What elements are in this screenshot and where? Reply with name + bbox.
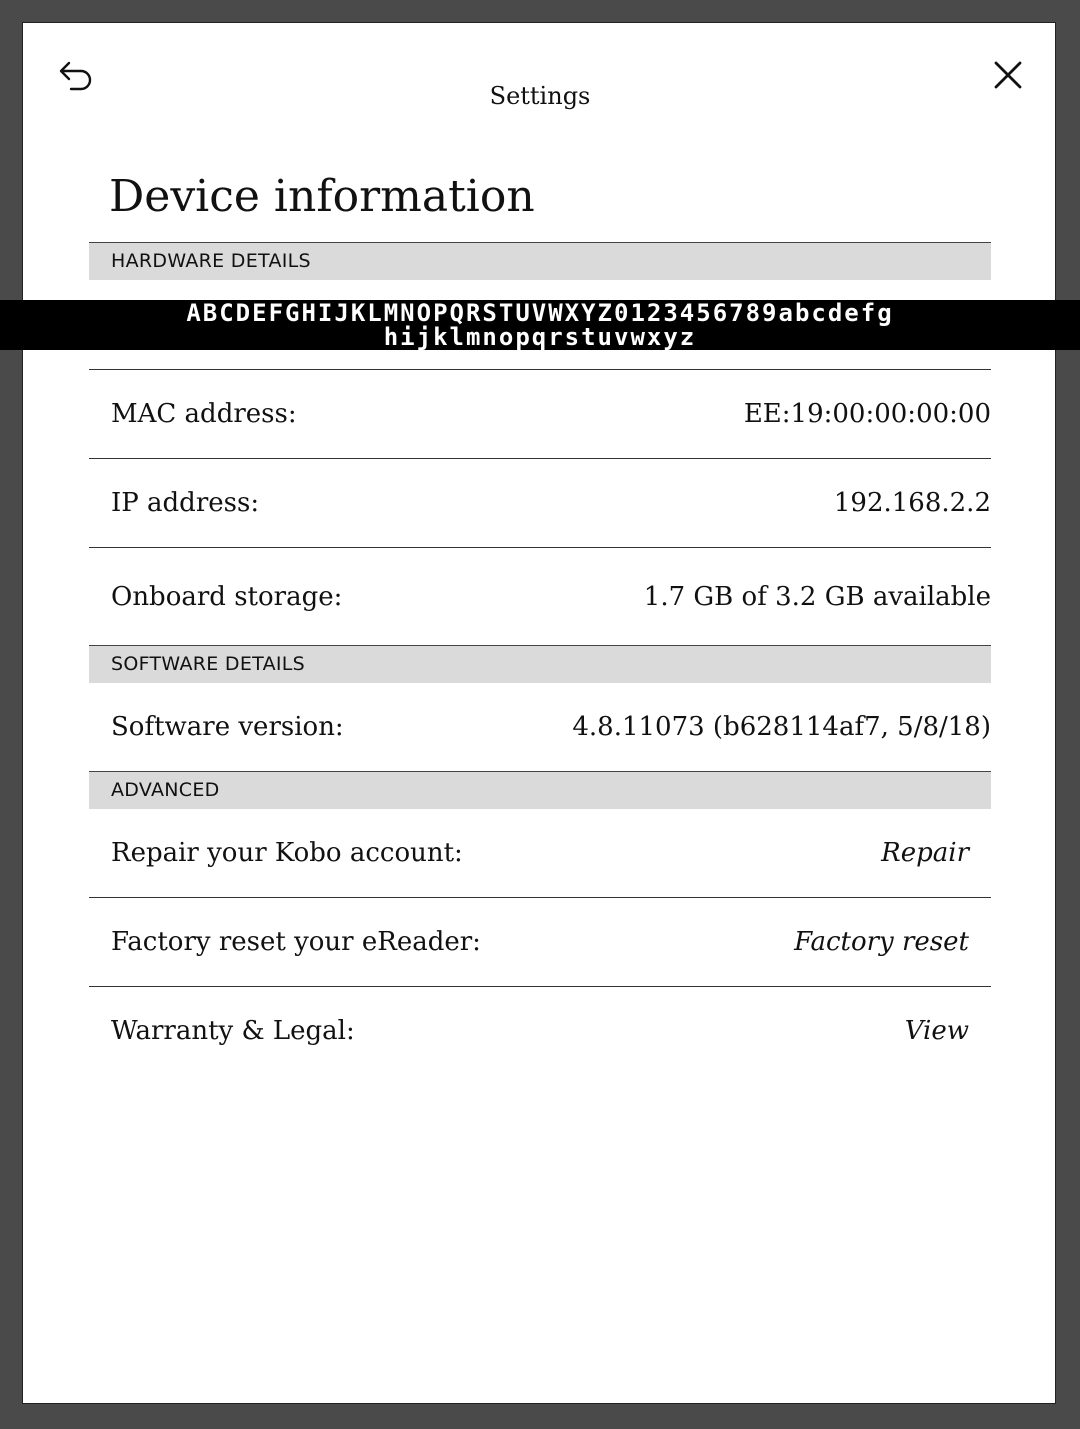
row-warranty-legal bbox=[89, 987, 991, 1075]
software-version-label: Software version: bbox=[111, 712, 344, 742]
view-link[interactable]: View bbox=[904, 1016, 969, 1046]
row-mac-address bbox=[89, 370, 991, 458]
warranty-legal-label: Warranty & Legal: bbox=[111, 1016, 355, 1046]
factory-reset-label: Factory reset your eReader: bbox=[111, 927, 481, 957]
onboard-storage-value: 1.7 GB of 3.2 GB available bbox=[643, 581, 991, 612]
glyph-strip-line-2: hijklmnopqrstuvwxyz bbox=[383, 323, 697, 350]
ip-address-label: IP address: bbox=[111, 488, 260, 518]
debug-glyph-strip bbox=[0, 300, 1080, 350]
onboard-storage-label: Onboard storage: bbox=[111, 581, 343, 612]
settings-dialog bbox=[22, 22, 1056, 1404]
section-header-software: SOFTWARE DETAILS bbox=[89, 645, 991, 683]
dialog-title: Settings bbox=[489, 82, 591, 110]
software-version-value: 4.8.11073 (b628114af7, 5/8/18) bbox=[572, 712, 991, 742]
section-header-hardware: HARDWARE DETAILS bbox=[89, 242, 991, 280]
factory-reset-link[interactable]: Factory reset bbox=[794, 927, 969, 957]
mac-address-label: MAC address: bbox=[111, 399, 297, 429]
mac-address-value: EE:19:00:00:00:00 bbox=[743, 399, 991, 429]
page-title: Device information bbox=[109, 171, 535, 222]
row-repair-account bbox=[89, 809, 991, 897]
row-software-version bbox=[89, 683, 991, 771]
row-onboard-storage bbox=[89, 548, 991, 645]
section-header-advanced: ADVANCED bbox=[89, 771, 991, 809]
repair-account-label: Repair your Kobo account: bbox=[111, 838, 463, 868]
close-button[interactable] bbox=[985, 53, 1031, 99]
glyph-strip-line-1: ABCDEFGHIJKLMNOPQRSTUVWXYZ0123456789abcdefg bbox=[186, 300, 894, 327]
close-icon bbox=[985, 53, 1031, 99]
ip-address-value: 192.168.2.2 bbox=[833, 488, 991, 518]
row-ip-address bbox=[89, 459, 991, 547]
row-factory-reset bbox=[89, 898, 991, 986]
repair-link[interactable]: Repair bbox=[881, 838, 969, 868]
